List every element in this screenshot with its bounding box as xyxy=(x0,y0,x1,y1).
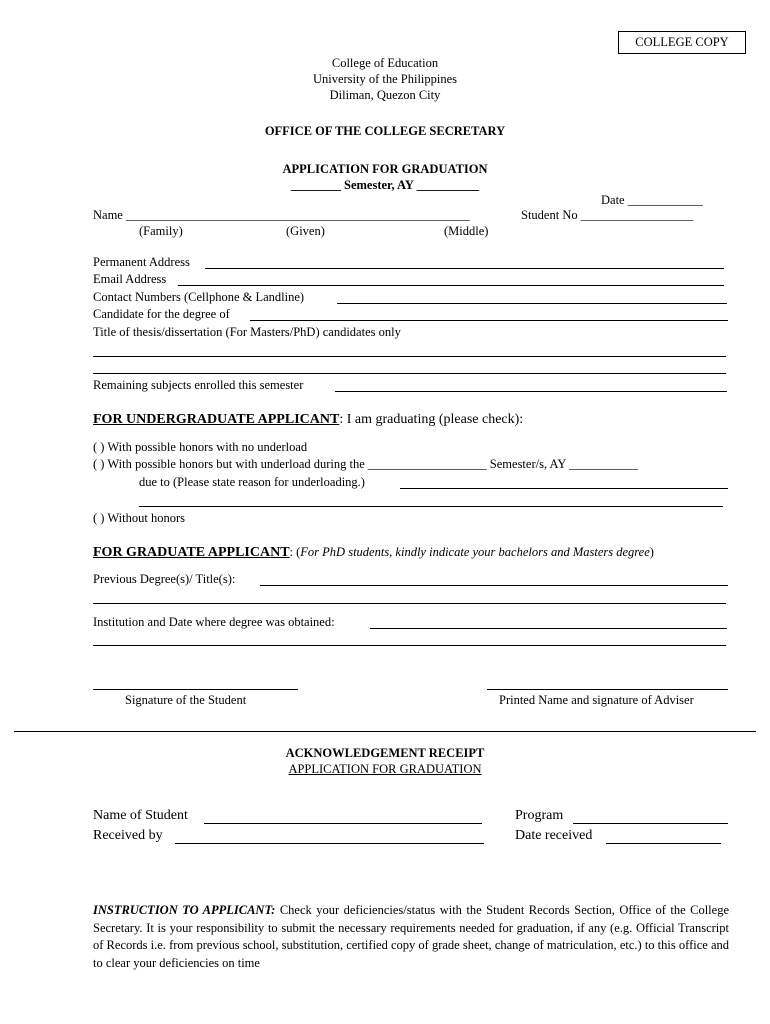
date-received-input[interactable] xyxy=(606,843,721,844)
received-by-input[interactable] xyxy=(175,843,484,844)
grad-note: For PhD students, kindly indicate your bachelors and Masters degree xyxy=(300,545,650,559)
previous-degree-label: Previous Degree(s)/ Title(s): xyxy=(93,572,236,586)
honors-no-underload-option[interactable]: ( ) With possible honors with no underload xyxy=(93,440,308,454)
undergrad-section xyxy=(93,412,523,428)
previous-degree-input[interactable] xyxy=(260,585,728,586)
candidate-label: Candidate for the degree of xyxy=(93,307,230,321)
grad-heading: FOR GRADUATE APPLICANT xyxy=(93,545,290,560)
instruction-paragraph xyxy=(93,902,729,972)
underload-reason-input-2[interactable] xyxy=(139,506,723,507)
remaining-subjects-input[interactable] xyxy=(335,391,727,392)
college-name: College of Education xyxy=(331,56,439,70)
receipt-subtitle: APPLICATION FOR GRADUATION xyxy=(288,762,482,776)
undergrad-instruction: : I am graduating (please check): xyxy=(339,412,524,427)
contact-label: Contact Numbers (Cellphone & Landline) xyxy=(93,290,305,304)
date-received-label: Date received xyxy=(515,828,593,843)
candidate-input[interactable] xyxy=(250,320,728,321)
cut-line-divider xyxy=(14,731,756,732)
institution-input-2[interactable] xyxy=(93,645,726,646)
previous-degree-input-2[interactable] xyxy=(93,603,726,604)
semester-line: ________ Semester, AY __________ xyxy=(290,178,480,192)
institution-label: Institution and Date where degree was obtained: xyxy=(93,615,335,629)
student-signature-label: Signature of the Student xyxy=(125,693,247,707)
email-label: Email Address xyxy=(93,272,167,286)
underload-reason-input[interactable] xyxy=(400,488,728,489)
adviser-signature-label: Printed Name and signature of Adviser xyxy=(499,693,694,707)
office-title: OFFICE OF THE COLLEGE SECRETARY xyxy=(264,124,506,138)
without-honors-option[interactable]: ( ) Without honors xyxy=(93,511,185,525)
adviser-signature-line[interactable] xyxy=(487,689,728,690)
permanent-address-input[interactable] xyxy=(205,268,724,269)
contact-input[interactable] xyxy=(337,303,727,304)
student-no-field[interactable]: Student No __________________ xyxy=(521,208,694,222)
thesis-input-line-2[interactable] xyxy=(93,373,726,374)
receipt-title: ACKNOWLEDGEMENT RECEIPT xyxy=(285,746,485,760)
college-copy-label: COLLEGE COPY xyxy=(618,31,746,54)
thesis-input-line-1[interactable] xyxy=(93,356,726,357)
instruction-label: INSTRUCTION TO APPLICANT: xyxy=(93,903,276,917)
institution-input[interactable] xyxy=(370,628,727,629)
name-field[interactable]: Name _______________________________________________________ xyxy=(93,208,470,222)
name-of-student-label: Name of Student xyxy=(93,808,188,823)
program-label: Program xyxy=(515,808,564,823)
family-label: (Family) xyxy=(139,224,183,238)
remaining-subjects-label: Remaining subjects enrolled this semester xyxy=(93,378,304,392)
underload-reason-label: due to (Please state reason for underloading.) xyxy=(139,475,365,489)
grad-section xyxy=(93,545,654,561)
location: Diliman, Quezon City xyxy=(329,88,441,102)
given-label: (Given) xyxy=(286,224,325,238)
university-name: University of the Philippines xyxy=(312,72,458,86)
name-of-student-input[interactable] xyxy=(204,823,482,824)
email-input[interactable] xyxy=(178,285,724,286)
honors-with-underload-option[interactable]: ( ) With possible honors but with underload during the ___________________ Semester/s, AY ___________ xyxy=(93,457,638,471)
permanent-address-label: Permanent Address xyxy=(93,255,190,269)
received-by-label: Received by xyxy=(93,828,163,843)
form-title: APPLICATION FOR GRADUATION xyxy=(282,162,488,176)
middle-label: (Middle) xyxy=(444,224,489,238)
grad-colon: : ( xyxy=(289,545,301,559)
student-signature-line[interactable] xyxy=(93,689,298,690)
instruction-text: Check your deficiencies/status with the Student Records Section, Office of the College Secretary. It is your responsibility to submit the necessary requirements needed for graduation, if any (e.g. Official Transcript of Records i.e. from previous school, substitution, certified copy of grade sheet, change of matriculation, etc.) to this office and to clear your deficiencies on time xyxy=(93,903,730,970)
program-input[interactable] xyxy=(573,823,728,824)
date-field[interactable]: Date ____________ xyxy=(601,193,703,207)
thesis-label: Title of thesis/dissertation (For Masters/PhD) candidates only xyxy=(93,325,401,339)
grad-close: ) xyxy=(649,545,654,559)
undergrad-heading: FOR UNDERGRADUATE APPLICANT xyxy=(93,412,340,427)
